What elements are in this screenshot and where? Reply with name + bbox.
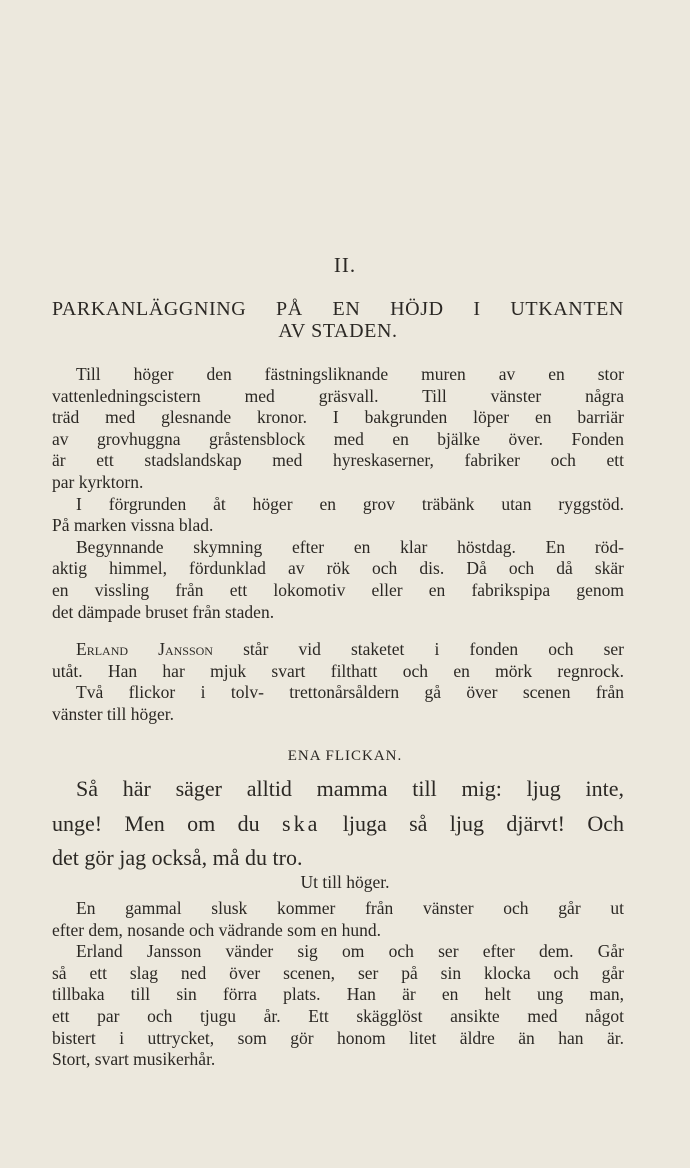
text-line: bistert i uttrycket, som gör honom litet äldre än han är. (52, 1027, 624, 1048)
text-line: Begynnande skymning efter en klar höstdag. En röd- (76, 536, 624, 557)
text-line: tillbaka till sin förra plats. Han är en helt ung man, (52, 984, 624, 1005)
dialogue-speech (52, 772, 624, 876)
scene-title-line-1: PARKANLÄGGNING PÅ EN HÖJD I UTKANTEN (52, 298, 624, 320)
speaker-name: ENA FLICKAN. (287, 748, 403, 764)
speech-line: Så här säger alltid mamma till mig: ljug inte, (76, 776, 624, 801)
text-line: En gammal slusk kommer från vänster och går ut (76, 898, 624, 918)
text-line: I förgrunden åt höger en grov träbänk utan ryggstöd. (76, 493, 624, 514)
text-line (52, 639, 624, 661)
text-line: det dämpade bruset från staden. (52, 601, 275, 622)
text-line: vänster till höger. (52, 703, 174, 724)
text-line: efter dem, nosande och vädrande som en hund. (52, 919, 381, 940)
emphasized-word: ska (282, 810, 321, 836)
text-line: utåt. Han har mjuk svart filthatt och en mörk regnrock. (52, 660, 624, 681)
text-line: par kyrktorn. (52, 471, 144, 492)
text-line: Till höger den fästningsliknande muren av en stor (76, 364, 624, 384)
text-line: På marken vissna blad. (52, 515, 214, 536)
entrance-description (52, 639, 624, 725)
text-line: ett par och tjugu år. Ett skägglöst ansikte med något (52, 1005, 624, 1026)
text-line: så ett slag ned över scenen, ser på sin klocka och går (52, 962, 624, 983)
text-fragment: ljuga så ljug djärvt! Och (342, 810, 624, 836)
text-line: en vissling från ett lokomotiv eller en fabrikspipa genom (52, 579, 624, 600)
speech-line: det gör jag också, må du tro. (52, 845, 303, 870)
text-line: är ett stadslandskap med hyreskaserner, fabriker och ett (52, 450, 624, 471)
text-line: träd med glesnande kronor. I bakgrunden löper en barriär (52, 407, 624, 428)
text-line: Erland Jansson vänder sig om och ser efter dem. Går (76, 941, 624, 962)
text-line: Stort, svart musikerhår. (52, 1049, 216, 1070)
speech-line (52, 807, 624, 842)
text-line: av grovhuggna gråstensblock med en bjälke över. Fonden (52, 428, 624, 449)
text-line: Två flickor i tolv- trettonårsåldern gå över scenen från (76, 682, 624, 703)
closing-description (52, 898, 624, 1071)
character-name: Erland Jansson (76, 639, 213, 659)
scene-title-line-2: AV STADEN. (278, 320, 398, 342)
text-fragment: unge! Men om du (52, 810, 260, 836)
text-fragment: står vid staketet i fonden och ser (243, 639, 624, 659)
scene-title (52, 298, 624, 342)
setting-description (52, 364, 624, 623)
stage-direction: Ut till höger. (300, 872, 390, 892)
text-line: vattenledningscistern med gräsvall. Till vänster några (52, 385, 624, 406)
text-line: aktig himmel, fördunklad av rök och dis. Då och då skär (52, 558, 624, 579)
act-numeral: II. (333, 253, 357, 277)
